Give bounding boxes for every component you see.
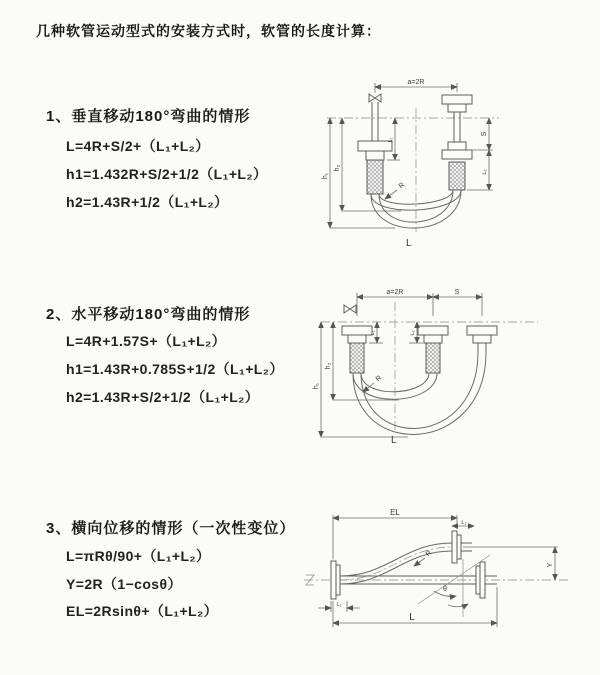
dimension-s <box>466 118 493 150</box>
length-label: L <box>391 435 397 446</box>
diagram-lateral-displacement <box>300 505 580 640</box>
dim-l1-label: L₁ <box>370 330 376 336</box>
dim-l1-label: L₁ <box>336 602 342 608</box>
dimension-l1 <box>369 322 383 343</box>
radius-label: R <box>374 374 384 384</box>
flange <box>342 326 372 335</box>
flange <box>348 335 366 343</box>
page-title: 几种软管运动型式的安装方式时，软管的长度计算： <box>36 23 381 39</box>
theta-label: θ <box>443 586 447 593</box>
valve-icon <box>344 305 356 313</box>
dim-l2-label: L₂ <box>461 520 467 526</box>
section-3-formula-EL: EL=2Rsinθ+（L₁+L₂） <box>66 603 219 619</box>
section-1-formula-L: L=4R+S/2+（L₁+L₂） <box>66 138 210 154</box>
section-2-heading: 2、水平移动180°弯曲的情形 <box>46 306 251 323</box>
valve-icon <box>369 94 381 102</box>
section-1-formula-h2: h2=1.43R+1/2（L₁+L₂） <box>66 194 229 210</box>
flange <box>448 142 466 150</box>
flange <box>480 562 485 598</box>
flange <box>358 141 392 151</box>
dim-s-label: S <box>481 131 488 137</box>
dim-l2-label: L₂ <box>410 330 416 336</box>
dimension-s <box>433 289 482 297</box>
braided-hose <box>426 343 440 373</box>
middle-pipe <box>418 326 448 373</box>
right-pipe <box>442 95 472 190</box>
braided-hose <box>367 160 383 194</box>
diagram-horizontal-bend <box>313 282 583 450</box>
dim-y-label: Y <box>547 562 554 568</box>
radius-label: R <box>424 549 434 559</box>
dim-h2-label: h₂ <box>334 164 341 172</box>
flange <box>442 150 472 159</box>
radius-leader <box>385 182 406 199</box>
braided-hose <box>449 162 465 190</box>
dim-s-label: S <box>454 289 460 296</box>
flange <box>476 566 480 594</box>
flange <box>467 326 497 335</box>
flange <box>331 561 336 599</box>
flange <box>457 535 461 559</box>
dimension-el <box>333 508 457 559</box>
flange <box>336 565 340 595</box>
dimension-l1 <box>318 601 360 612</box>
section-3-heading: 3、横向位移的情形（一次性变位） <box>46 520 296 537</box>
flange <box>418 326 448 335</box>
section-1-formula-h1: h1=1.432R+S/2+1/2（L₁+L₂） <box>66 166 268 182</box>
length-label: L <box>409 612 415 623</box>
radius-leader <box>363 375 383 392</box>
dimension-h1 <box>322 118 395 228</box>
section-1-heading: 1、垂直移动180°弯曲的情形 <box>46 108 251 125</box>
dimension-a2r <box>357 289 482 316</box>
flange <box>442 95 472 104</box>
hose-curves <box>353 352 486 434</box>
flange <box>366 151 384 160</box>
diagram-vertical-bend <box>303 70 548 260</box>
flange <box>452 531 457 563</box>
radius-label: R <box>397 181 407 191</box>
braided-hose <box>350 343 364 373</box>
left-flange <box>331 561 340 599</box>
dim-a2r-label: a=2R <box>407 79 425 86</box>
section-2-formula-L: L=4R+1.57S+（L₁+L₂） <box>66 333 227 349</box>
flange <box>424 335 442 343</box>
right-pipe <box>467 326 497 352</box>
section-2-formula-h2: h2=1.43R+S/2+1/2（L₁+L₂） <box>66 389 260 405</box>
dimension-l <box>333 587 497 627</box>
flange <box>473 335 491 343</box>
dim-el-label: EL <box>390 508 400 517</box>
dim-l2-label: L₂ <box>482 169 488 175</box>
dim-a2r-label: a=2R <box>386 289 404 296</box>
flange <box>448 104 466 112</box>
left-pipe <box>342 326 372 373</box>
section-2-formula-h1: h1=1.43R+0.785S+1/2（L₁+L₂） <box>66 361 284 377</box>
dim-l1-label: L₁ <box>388 137 394 143</box>
dimension-l1 <box>387 118 400 160</box>
section-3-formula-L: L=πRθ/90+（L₁+L₂） <box>66 548 211 564</box>
left-pipe <box>358 102 392 194</box>
dim-h2-label: h₂ <box>325 362 332 370</box>
section-3-formula-Y: Y=2R（1−cosθ） <box>66 576 182 592</box>
dimension-l2 <box>452 520 474 526</box>
length-label: L <box>406 238 412 249</box>
dim-h1-label: h₁ <box>322 172 329 180</box>
dimension-a2r <box>375 79 457 93</box>
dim-h1-label: h₁ <box>313 382 320 390</box>
